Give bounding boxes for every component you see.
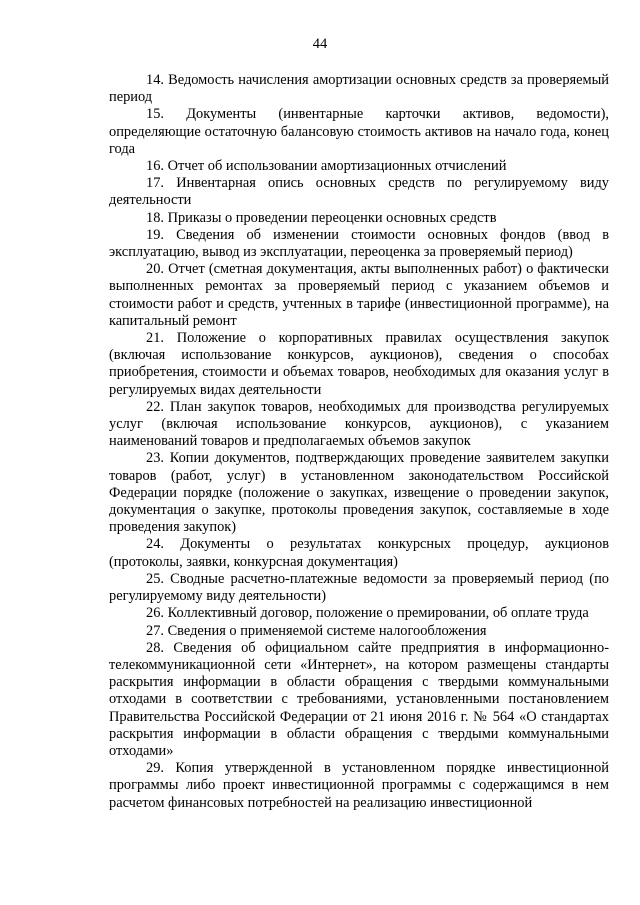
- list-item: 22. План закупок товаров, необходимых для производства регулируемых услуг (включая использование конкурсов, аукционов), с указанием наименований товаров и предполагаемых объемов закупок: [109, 398, 609, 450]
- list-item: 14. Ведомость начисления амортизации основных средств за проверяемый период: [109, 72, 609, 106]
- list-item: 24. Документы о результатах конкурсных процедур, аукционов (протоколы, заявки, конкурсная документация): [109, 536, 609, 570]
- list-item: 20. Отчет (сметная документация, акты выполненных работ) о фактически выполненных ремонтах за проверяемый период с указанием объемов и стоимости работ и средств, учтенных в тарифе (инвестиционной программе), на капитальный ремонт: [109, 261, 609, 329]
- document-list: [109, 72, 609, 812]
- list-item: 29. Копия утвержденной в установленном порядке инвестиционной программы либо проект инвестиционной программы с содержащимся в нем расчетом финансовых потребностей на реализацию инвестиционной: [109, 760, 609, 811]
- list-item: 28. Сведения об официальном сайте предприятия в информационно-телекоммуникационной сети «Интернет», на котором размещены стандарты раскрытия информации в области обращения с твердыми коммунальными отходами в соответствии с требованиями, установленными постановлением Правительства Российской Федерации от 21 июня 2016 г. № 564 «О стандартах раскрытия информации в области обращения с твердыми коммунальными отходами»: [109, 639, 609, 759]
- list-item: 25. Сводные расчетно-платежные ведомости за проверяемый период (по регулируемому виду деятельности): [109, 570, 609, 605]
- list-item: 21. Положение о корпоративных правилах осуществления закупок (включая использование конкурсов, аукционов), сведения о способах приобретения, стоимости и объемах товаров, необходимых для оказания услуг в регулируемых видах деятельности: [109, 330, 609, 398]
- page-number: 44: [312, 36, 328, 52]
- list-item: 19. Сведения об изменении стоимости основных фондов (ввод в эксплуатацию, вывод из эксплуатации, переоценка за проверяемый период): [109, 226, 609, 261]
- list-item: 17. Инвентарная опись основных средств по регулируемому виду деятельности: [109, 175, 609, 209]
- list-item: 15. Документы (инвентарные карточки активов, ведомости), определяющие остаточную балансовую стоимость активов на начало года, конец года: [109, 106, 609, 157]
- list-item: 23. Копии документов, подтверждающих проведение заявителем закупки товаров (работ, услуг) в установленном законодательством Российской Федерации порядке (положение о закупках, извещение о проведении закупок, документация о закупке, протоколы проведения закупок, составляемые в ходе проведения закупок): [109, 450, 609, 536]
- list-item: 18. Приказы о проведении переоценки основных средств: [146, 209, 497, 226]
- list-item: 16. Отчет об использовании амортизационных отчислений: [146, 158, 507, 175]
- list-item: 27. Сведения о применяемой системе налогообложения: [146, 622, 487, 639]
- list-item: 26. Коллективный договор, положение о премировании, об оплате труда: [146, 605, 589, 622]
